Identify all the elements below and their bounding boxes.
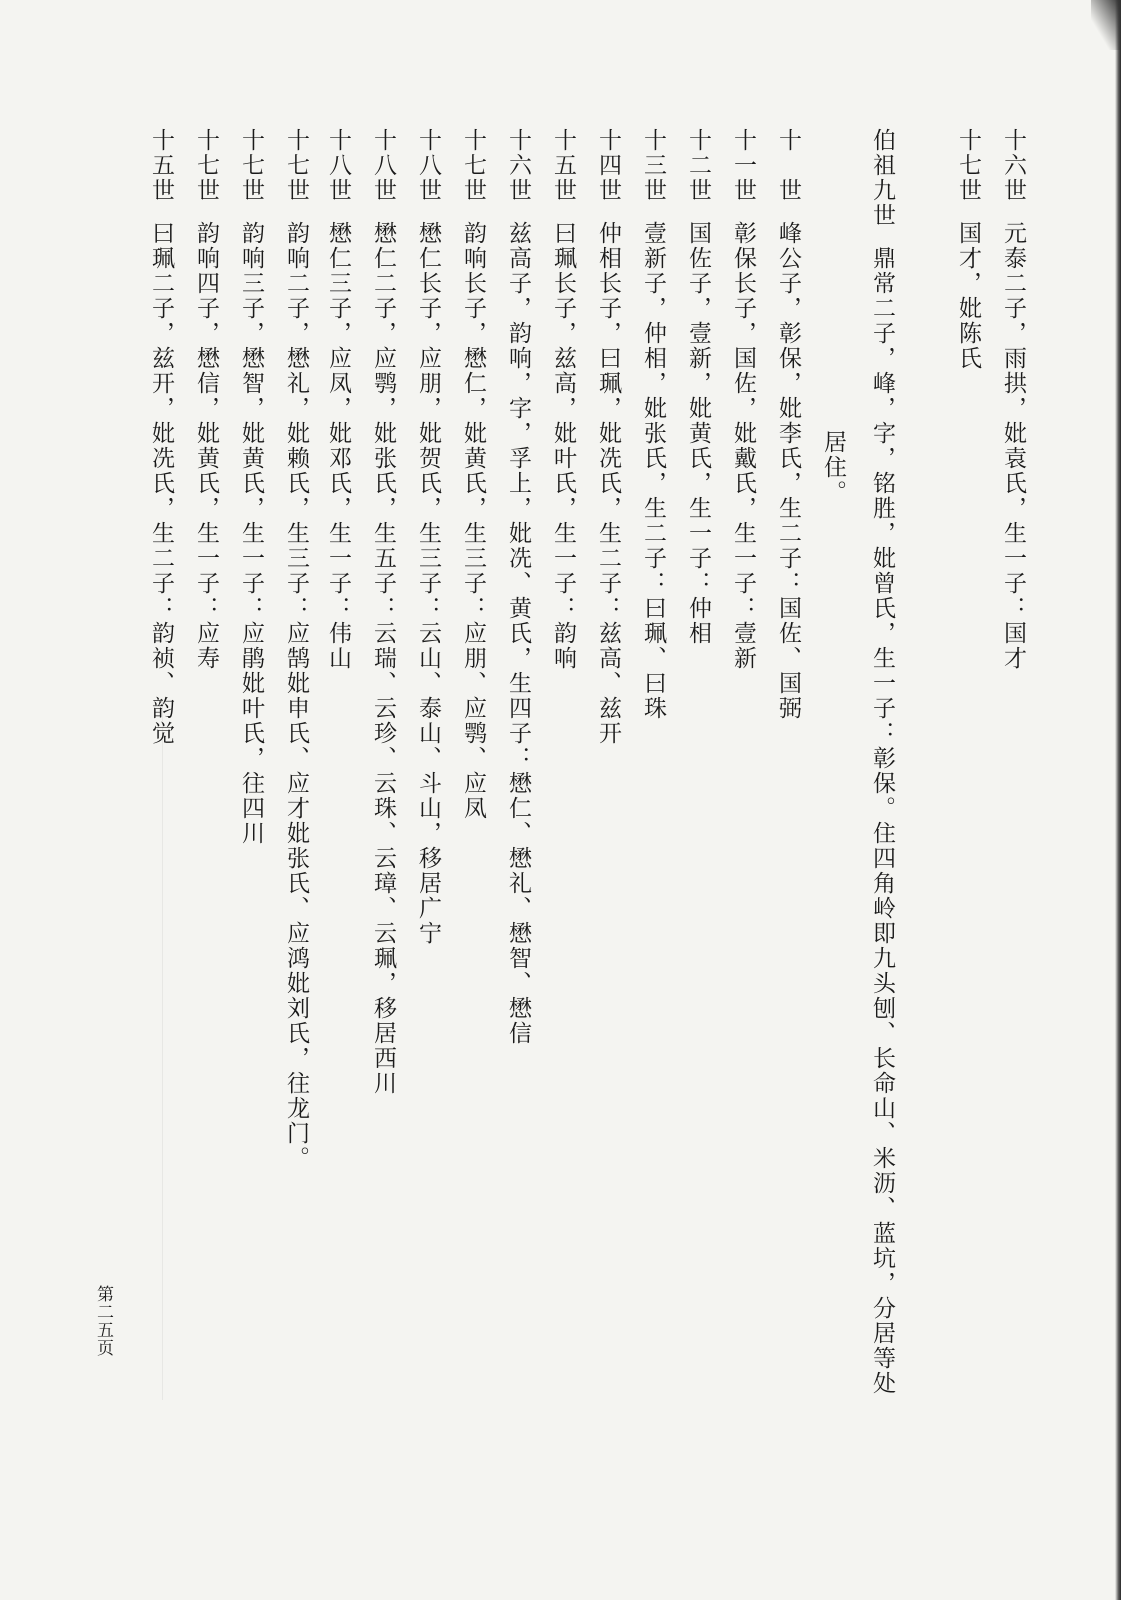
generation-label: 十二世 bbox=[685, 128, 711, 203]
entry-column bbox=[453, 128, 493, 821]
entry-text: 元泰二子，雨拱，妣袁氏，生一子：国才 bbox=[1000, 221, 1026, 671]
entry-column bbox=[186, 128, 226, 671]
entry-text: 懋仁三子，应凤，妣邓氏，生一子：伟山 bbox=[325, 221, 351, 671]
scan-shadow-corner bbox=[1091, 0, 1121, 50]
entry-text: 韵响长子，懋仁，妣黄氏，生三子：应朋、应鹗、应凤 bbox=[460, 221, 486, 821]
entry-column bbox=[276, 128, 316, 1171]
entry-text: 韵响二子，懋礼，妣赖氏，生三子：应鹄妣申氏、应才妣张氏、应鸿妣刘氏，往龙门。 bbox=[283, 221, 309, 1171]
generation-label: 十三世 bbox=[640, 128, 666, 203]
entry-column bbox=[862, 128, 902, 1396]
entry-text: 彰保长子，国佐，妣戴氏，生一子：壹新 bbox=[730, 221, 756, 671]
entry-text: 韵响三子，懋智，妣黄氏，生一子：应鹃妣叶氏，往四川 bbox=[238, 221, 264, 846]
generation-label: 十一世 bbox=[730, 128, 756, 203]
entry-column bbox=[363, 128, 403, 1096]
entry-column bbox=[723, 128, 763, 671]
generation-label: 十六世 bbox=[505, 128, 531, 203]
entry-column bbox=[678, 128, 718, 646]
entry-text: 国才，妣陈氏 bbox=[955, 221, 981, 371]
generation-label: 十七世 bbox=[238, 128, 264, 203]
entry-column bbox=[993, 128, 1033, 671]
generation-label: 十七世 bbox=[955, 128, 981, 203]
entry-text: 鼎常二子，峰，字，铭胜，妣曾氏，生一子：彰保。住四角岭即九头刨、长命山、米沥、蓝坑，分居等处 bbox=[869, 246, 895, 1396]
entry-column bbox=[498, 128, 538, 1046]
generation-label: 十五世 bbox=[550, 128, 576, 203]
entry-column bbox=[588, 128, 628, 746]
entry-column bbox=[633, 128, 673, 721]
scan-crease bbox=[162, 700, 163, 1400]
entry-text: 懋仁二子，应鹗，妣张氏，生五子：云瑞、云珍、云珠、云璋、云珮，移居西川 bbox=[370, 221, 396, 1096]
entry-text: 仲相长子，曰珮，妣冼氏，生二子：兹高、兹开 bbox=[595, 221, 621, 746]
entry-continuation bbox=[813, 430, 853, 505]
entry-text: 曰珮二子，兹开，妣冼氏，生二子：韵祯、韵觉 bbox=[148, 221, 174, 746]
entry-text: 国佐子，壹新，妣黄氏，生一子：仲相 bbox=[685, 221, 711, 646]
generation-label: 十五世 bbox=[148, 128, 174, 203]
generation-label: 伯祖九世 bbox=[869, 128, 895, 228]
generation-label: 十八世 bbox=[370, 128, 396, 203]
scan-shadow-edge bbox=[1115, 0, 1121, 1600]
entry-text: 居住。 bbox=[820, 430, 846, 505]
entry-text: 懋仁长子，应朋，妣贺氏，生三子：云山、泰山、斗山，移居广宁 bbox=[415, 221, 441, 946]
entry-column bbox=[768, 128, 808, 721]
generation-label: 十四世 bbox=[595, 128, 621, 203]
generation-label: 十六世 bbox=[1000, 128, 1026, 203]
entry-column bbox=[318, 128, 358, 671]
generation-label: 十七世 bbox=[193, 128, 219, 203]
entry-column bbox=[231, 128, 271, 846]
generation-label: 十八世 bbox=[415, 128, 441, 203]
entry-column bbox=[543, 128, 583, 671]
generation-label: 十八世 bbox=[325, 128, 351, 203]
page-number: 第二五页 bbox=[93, 1285, 113, 1357]
entry-column bbox=[948, 128, 988, 371]
entry-text: 壹新子，仲相，妣张氏，生二子：曰珮、曰珠 bbox=[640, 221, 666, 721]
generation-label: 十七世 bbox=[460, 128, 486, 203]
generation-label: 十七世 bbox=[283, 128, 309, 203]
entry-column bbox=[141, 128, 181, 746]
entry-text: 韵响四子，懋信，妣黄氏，生一子：应寿 bbox=[193, 221, 219, 671]
entry-text: 峰公子，彰保，妣李氏，生二子：国佐、国弼 bbox=[775, 221, 801, 721]
entry-text: 曰珮长子，兹高，妣叶氏，生一子：韵响 bbox=[550, 221, 576, 671]
entry-column bbox=[408, 128, 448, 946]
entry-text: 兹高子，韵响，字，孚上，妣冼、黄氏，生四子：懋仁、懋礼、懋智、懋信 bbox=[505, 221, 531, 1046]
generation-label: 十 世 bbox=[775, 128, 801, 203]
